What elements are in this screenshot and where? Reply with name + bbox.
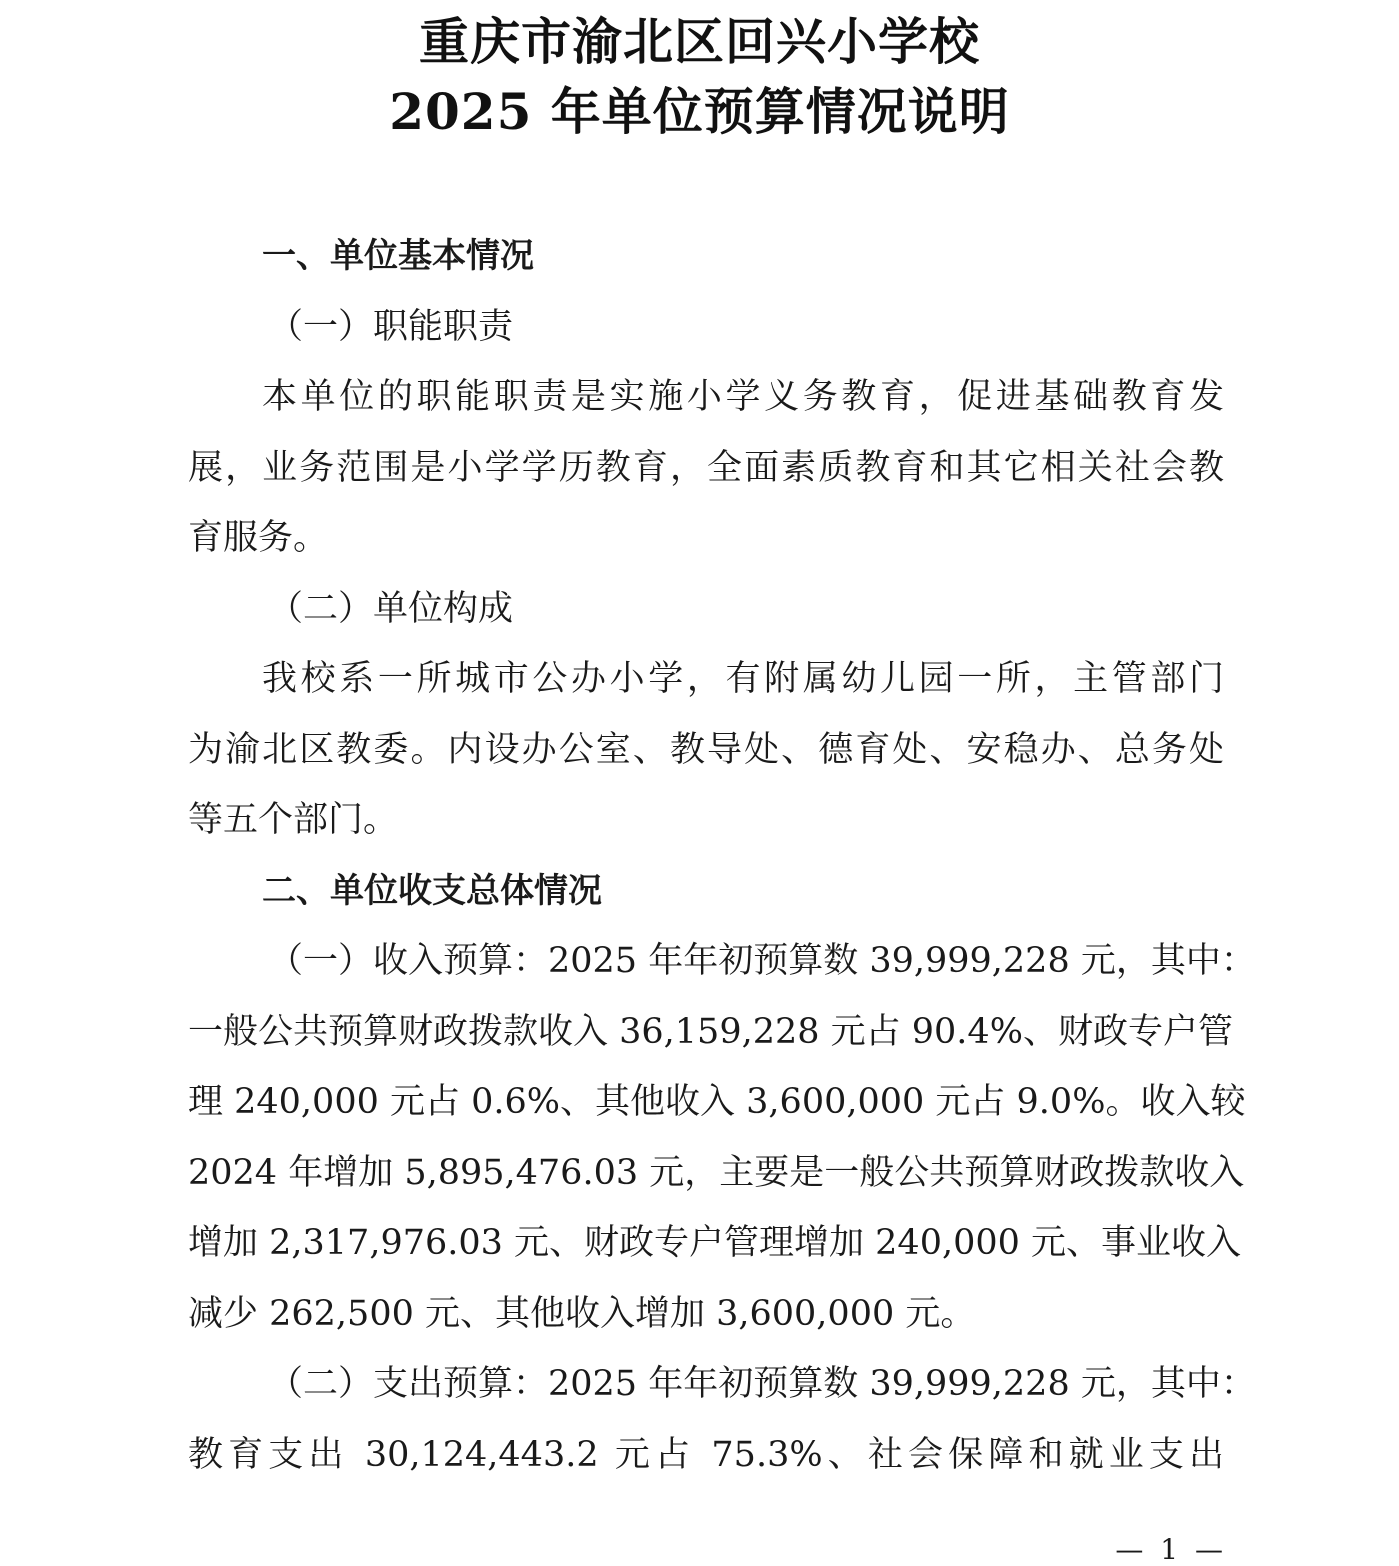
page-number: — 1 — xyxy=(1115,1533,1227,1566)
paragraph-line: 我校系一所城市公办小学，有附属幼儿园一所，主管部门 xyxy=(262,659,1224,699)
paragraph-line: 理 240,000 元占 0.6%、其他收入 3,600,000 元占 9.0%。收入较 xyxy=(188,1082,1246,1122)
paragraph-line: 本单位的职能职责是实施小学义务教育，促进基础教育发 xyxy=(262,377,1224,417)
section-1-sub-2-heading: （二）单位构成 xyxy=(268,589,514,629)
paragraph-line: 展，业务范围是小学学历教育，全面素质教育和其它相关社会教 xyxy=(188,448,1224,488)
paragraph-line: 育服务。 xyxy=(188,518,329,558)
document-title-line-2: 2025 年单位预算情况说明 xyxy=(389,82,1010,141)
section-1-heading: 一、单位基本情况 xyxy=(262,236,534,276)
paragraph-line: （一）收入预算：2025 年年初预算数 39,999,228 元，其中： xyxy=(268,941,1256,981)
paragraph-line: 一般公共预算财政拨款收入 36,159,228 元占 90.4%、财政专户管 xyxy=(188,1012,1233,1052)
section-2-heading: 二、单位收支总体情况 xyxy=(262,871,602,911)
section-1-sub-1-heading: （一）职能职责 xyxy=(268,307,514,347)
paragraph-line: 2024 年增加 5,895,476.03 元，主要是一般公共预算财政拨款收入 xyxy=(188,1153,1245,1193)
paragraph-line: 为渝北区教委。内设办公室、教导处、德育处、安稳办、总务处 xyxy=(188,730,1224,770)
paragraph-line: （二）支出预算：2025 年年初预算数 39,999,228 元，其中： xyxy=(268,1364,1256,1404)
paragraph-line: 减少 262,500 元、其他收入增加 3,600,000 元。 xyxy=(188,1294,976,1334)
paragraph-line: 教育支出 30,124,443.2 元占 75.3%、社会保障和就业支出 xyxy=(188,1435,1224,1475)
document-title-line-1: 重庆市渝北区回兴小学校 xyxy=(419,12,980,71)
paragraph-line: 增加 2,317,976.03 元、财政专户管理增加 240,000 元、事业收入 xyxy=(188,1223,1242,1263)
paragraph-line: 等五个部门。 xyxy=(188,800,399,840)
